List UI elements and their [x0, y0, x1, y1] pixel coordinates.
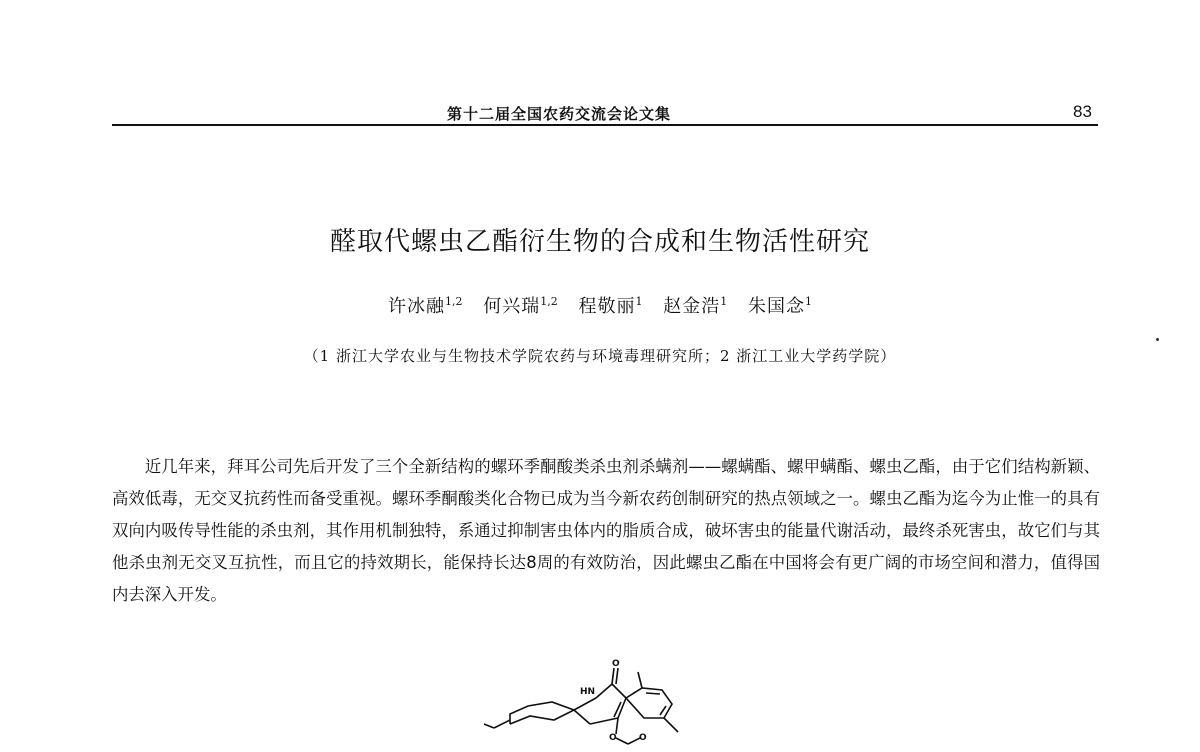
- author-list: [0, 292, 1200, 318]
- author-affiliation-mark: 1: [635, 295, 643, 308]
- structure-drawing: [470, 658, 750, 748]
- abstract-paragraph: 近几年来，拜耳公司先后开发了三个全新结构的螺环季酮酸类杀虫剂杀螨剂——螺螨酯、螺甲螨酯、螺虫乙酯，由于它们结构新颖、高效低毒，无交叉抗药性而备受重视。螺环季酮酸类化合物已成为当今新农药创制研究的热点领域之一。螺虫乙酯为迄今为止惟一的具有双向内吸传导性能的杀虫剂，其作用机制独特，系通过抑制害虫体内的脂质合成，破坏害虫的能量代谢活动，最终杀死害虫，故它们与其他杀虫剂无交叉互抗性，而且它的持效期长，能保持长达8周的有效防治，因此螺虫乙酯在中国将会有更广阔的市场空间和潜力，值得国内去深入开发。: [112, 457, 1100, 604]
- author-name: 许冰融: [388, 296, 446, 317]
- chemical-structure: [470, 658, 750, 752]
- author-name: 何兴瑞: [483, 296, 541, 317]
- author-affiliation-mark: 1,2: [445, 295, 463, 308]
- page-number: 83: [1073, 102, 1092, 121]
- author-name: 程敬丽: [578, 296, 636, 317]
- author-affiliation-mark: 1,2: [540, 295, 558, 308]
- author-name: 朱国念: [747, 296, 805, 317]
- affiliation: （1 浙江大学农业与生物技术学院农药与环境毒理研究所；2 浙江工业大学药学院）: [303, 347, 897, 365]
- spiro-bond: [574, 698, 596, 710]
- structure-label-o: O: [612, 659, 620, 669]
- scan-speck: [1156, 338, 1159, 341]
- header-rule: [112, 124, 1098, 126]
- methoxy-bond: [494, 720, 510, 728]
- structure-label-o: O: [639, 733, 647, 743]
- author: [748, 296, 812, 317]
- author-affiliation-mark: 1: [720, 295, 728, 308]
- carbonyl-bond: [612, 668, 614, 684]
- author: [483, 296, 558, 317]
- running-title: 第十二届全国农药交流会论文集: [447, 105, 672, 123]
- paper-title: 醛取代螺虫乙酯衍生物的合成和生物活性研究: [329, 227, 870, 257]
- author-affiliation-mark: 1: [804, 295, 812, 308]
- cyclohexane-ring: [510, 702, 574, 724]
- methoxy-methyl: [484, 724, 494, 728]
- structure-label-nh: HN: [580, 687, 596, 697]
- structure-label-o: O: [609, 733, 617, 743]
- author: [663, 296, 727, 317]
- author: [579, 296, 643, 317]
- author: [388, 296, 463, 317]
- author-name: 赵金浩: [663, 296, 721, 317]
